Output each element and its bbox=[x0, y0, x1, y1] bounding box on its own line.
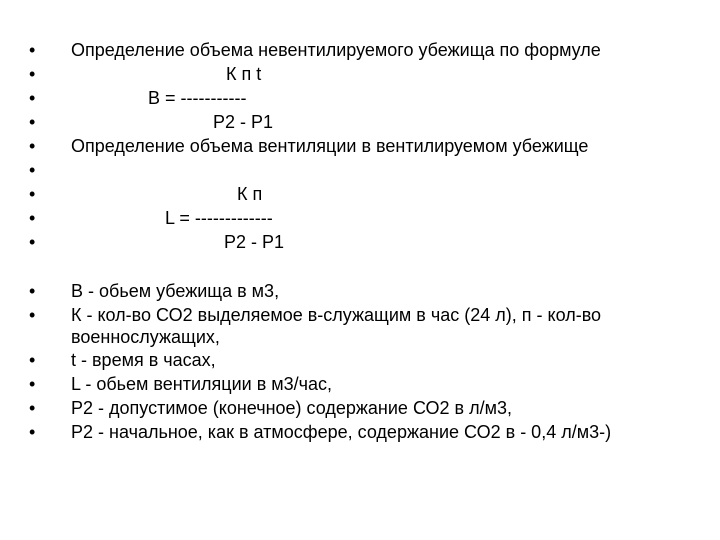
formula-heading-unventilated: Определение объема невентилируемого убежища по формуле bbox=[71, 40, 601, 60]
legend-text: военнослужащих, bbox=[71, 327, 220, 347]
bullet-dot: • bbox=[29, 136, 36, 156]
bullet-dot: • bbox=[29, 88, 36, 108]
legend-text: Р2 - начальное, как в атмосфере, содержание СО2 в - 0,4 л/м3-) bbox=[71, 422, 612, 442]
legend-text: К - кол-во СО2 выделяемое в-служащим в час (24 л), п - кол-во bbox=[71, 305, 602, 325]
formula-denominator: Р2 - Р1 bbox=[213, 112, 274, 132]
legend-text: t - время в часах, bbox=[71, 350, 216, 370]
bullet-dot: • bbox=[29, 184, 36, 204]
formula-heading-ventilated: Определение объема вентиляции в вентилируемом убежище bbox=[71, 136, 589, 156]
bullet-dot: • bbox=[29, 281, 36, 301]
bullet-dot: • bbox=[29, 374, 36, 394]
formula-fraction-bar: L = ------------- bbox=[165, 208, 273, 228]
bullet-dot: • bbox=[29, 112, 36, 132]
bullet-dot: • bbox=[29, 64, 36, 84]
bullet-dot: • bbox=[29, 398, 36, 418]
legend-text: В - обьем убежища в м3, bbox=[71, 281, 280, 301]
formula-numerator: К п bbox=[237, 184, 263, 204]
legend-text: Р2 - допустимое (конечное) содержание СО2 в л/м3, bbox=[71, 398, 513, 418]
bullet-dot: • bbox=[29, 350, 36, 370]
formula-denominator: Р2 - Р1 bbox=[224, 232, 285, 252]
bullet-dot: • bbox=[29, 160, 36, 180]
bullet-dot: • bbox=[29, 422, 36, 442]
legend-text: L - обьем вентиляции в м3/час, bbox=[71, 374, 333, 394]
formula-numerator: К п t bbox=[226, 64, 262, 84]
bullet-dot: • bbox=[29, 305, 36, 325]
formula-fraction-bar: В = ----------- bbox=[148, 88, 247, 108]
bullet-dot: • bbox=[29, 208, 36, 228]
bullet-dot: • bbox=[29, 40, 36, 60]
bullet-dot: • bbox=[29, 232, 36, 252]
